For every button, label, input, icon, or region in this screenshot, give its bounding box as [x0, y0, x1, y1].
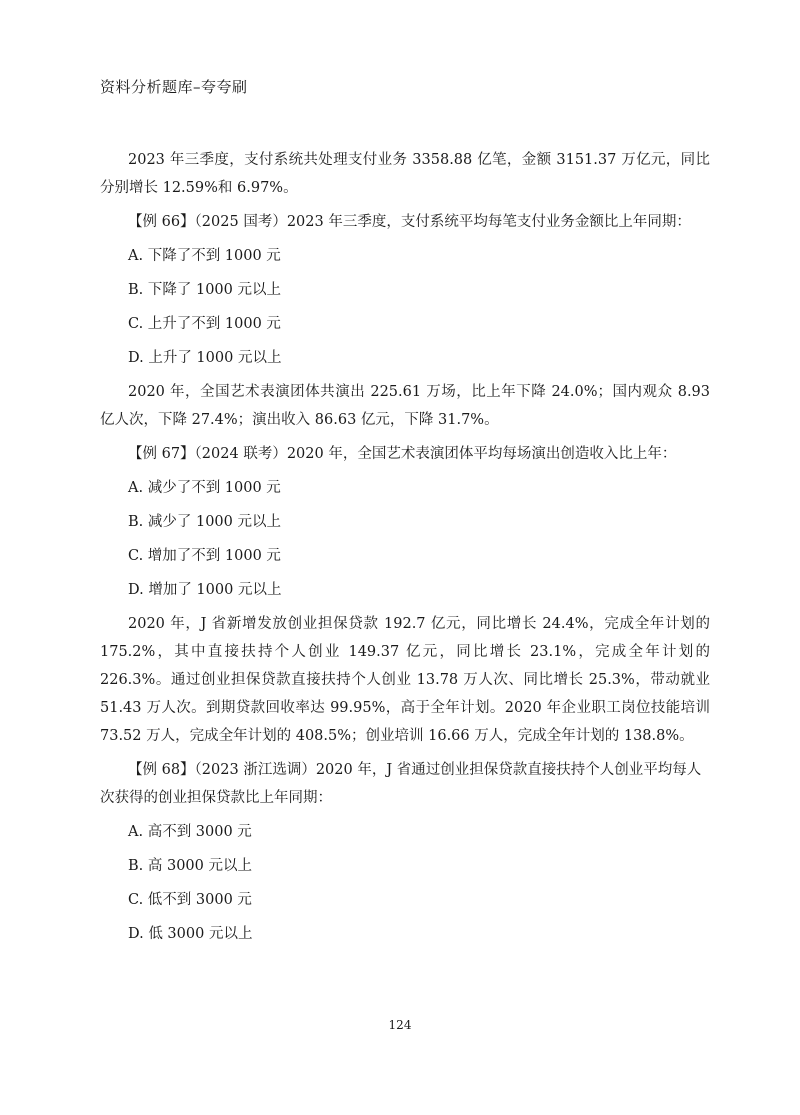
option-d: D. 增加了 1000 元以上: [128, 582, 282, 598]
question-stem-68: 【例 68】（2023 浙江选调）2020 年，J 省通过创业担保贷款直接扶持个人创业平均每人次获得的创业担保贷款比上年同期：: [100, 762, 702, 806]
option-a: A. 下降了不到 1000 元: [128, 248, 281, 264]
passage-paragraph: 2023 年三季度，支付系统共处理支付业务 3358.88 亿笔，金额 3151.37 万亿元，同比分别增长 12.59%和 6.97%。: [100, 152, 710, 196]
running-header: 资料分析题库–夸夸刷: [100, 78, 248, 96]
option-b: B. 高 3000 元以上: [128, 858, 252, 874]
option-d: D. 上升了 1000 元以上: [128, 350, 282, 366]
option-b: B. 下降了 1000 元以上: [128, 282, 281, 298]
question-stem-67: 【例 67】（2024 联考）2020 年，全国艺术表演团体平均每场演出创造收入比上年：: [128, 446, 677, 462]
page-body: [100, 146, 710, 954]
question-stem-66: 【例 66】（2025 国考）2023 年三季度，支付系统平均每笔支付业务金额比上年同期：: [128, 214, 691, 230]
option-a: A. 高不到 3000 元: [128, 824, 252, 840]
page-number: 124: [388, 1018, 412, 1032]
option-b: B. 减少了 1000 元以上: [128, 514, 281, 530]
option-d: D. 低 3000 元以上: [128, 926, 253, 942]
passage-paragraph: 2020 年，全国艺术表演团体共演出 225.61 万场，比上年下降 24.0%；国内观众 8.93 亿人次，下降 27.4%；演出收入 86.63 亿元，下降 31.7%。: [100, 384, 710, 428]
option-c: C. 低不到 3000 元: [128, 892, 252, 908]
option-a: A. 减少了不到 1000 元: [128, 480, 281, 496]
passage-paragraph: 2020 年，J 省新增发放创业担保贷款 192.7 亿元，同比增长 24.4%，完成全年计划的 175.2%，其中直接扶持个人创业 149.37 亿元，同比增长 23.1%，完成全年计划的 226.3%。通过创业担保贷款直接扶持个人创业 13.78 万人次、同比增长 25.3%，带动就业 51.43 万人次。到期贷款回收率达 99.95%，高于全年计划。2020 年企业职工岗位技能培训 73.52 万人，完成全年计划的 408.5%；创业培训 16.66 万人，完成全年计划的 138.8%。: [100, 616, 710, 744]
option-c: C. 增加了不到 1000 元: [128, 548, 281, 564]
option-c: C. 上升了不到 1000 元: [128, 316, 281, 332]
